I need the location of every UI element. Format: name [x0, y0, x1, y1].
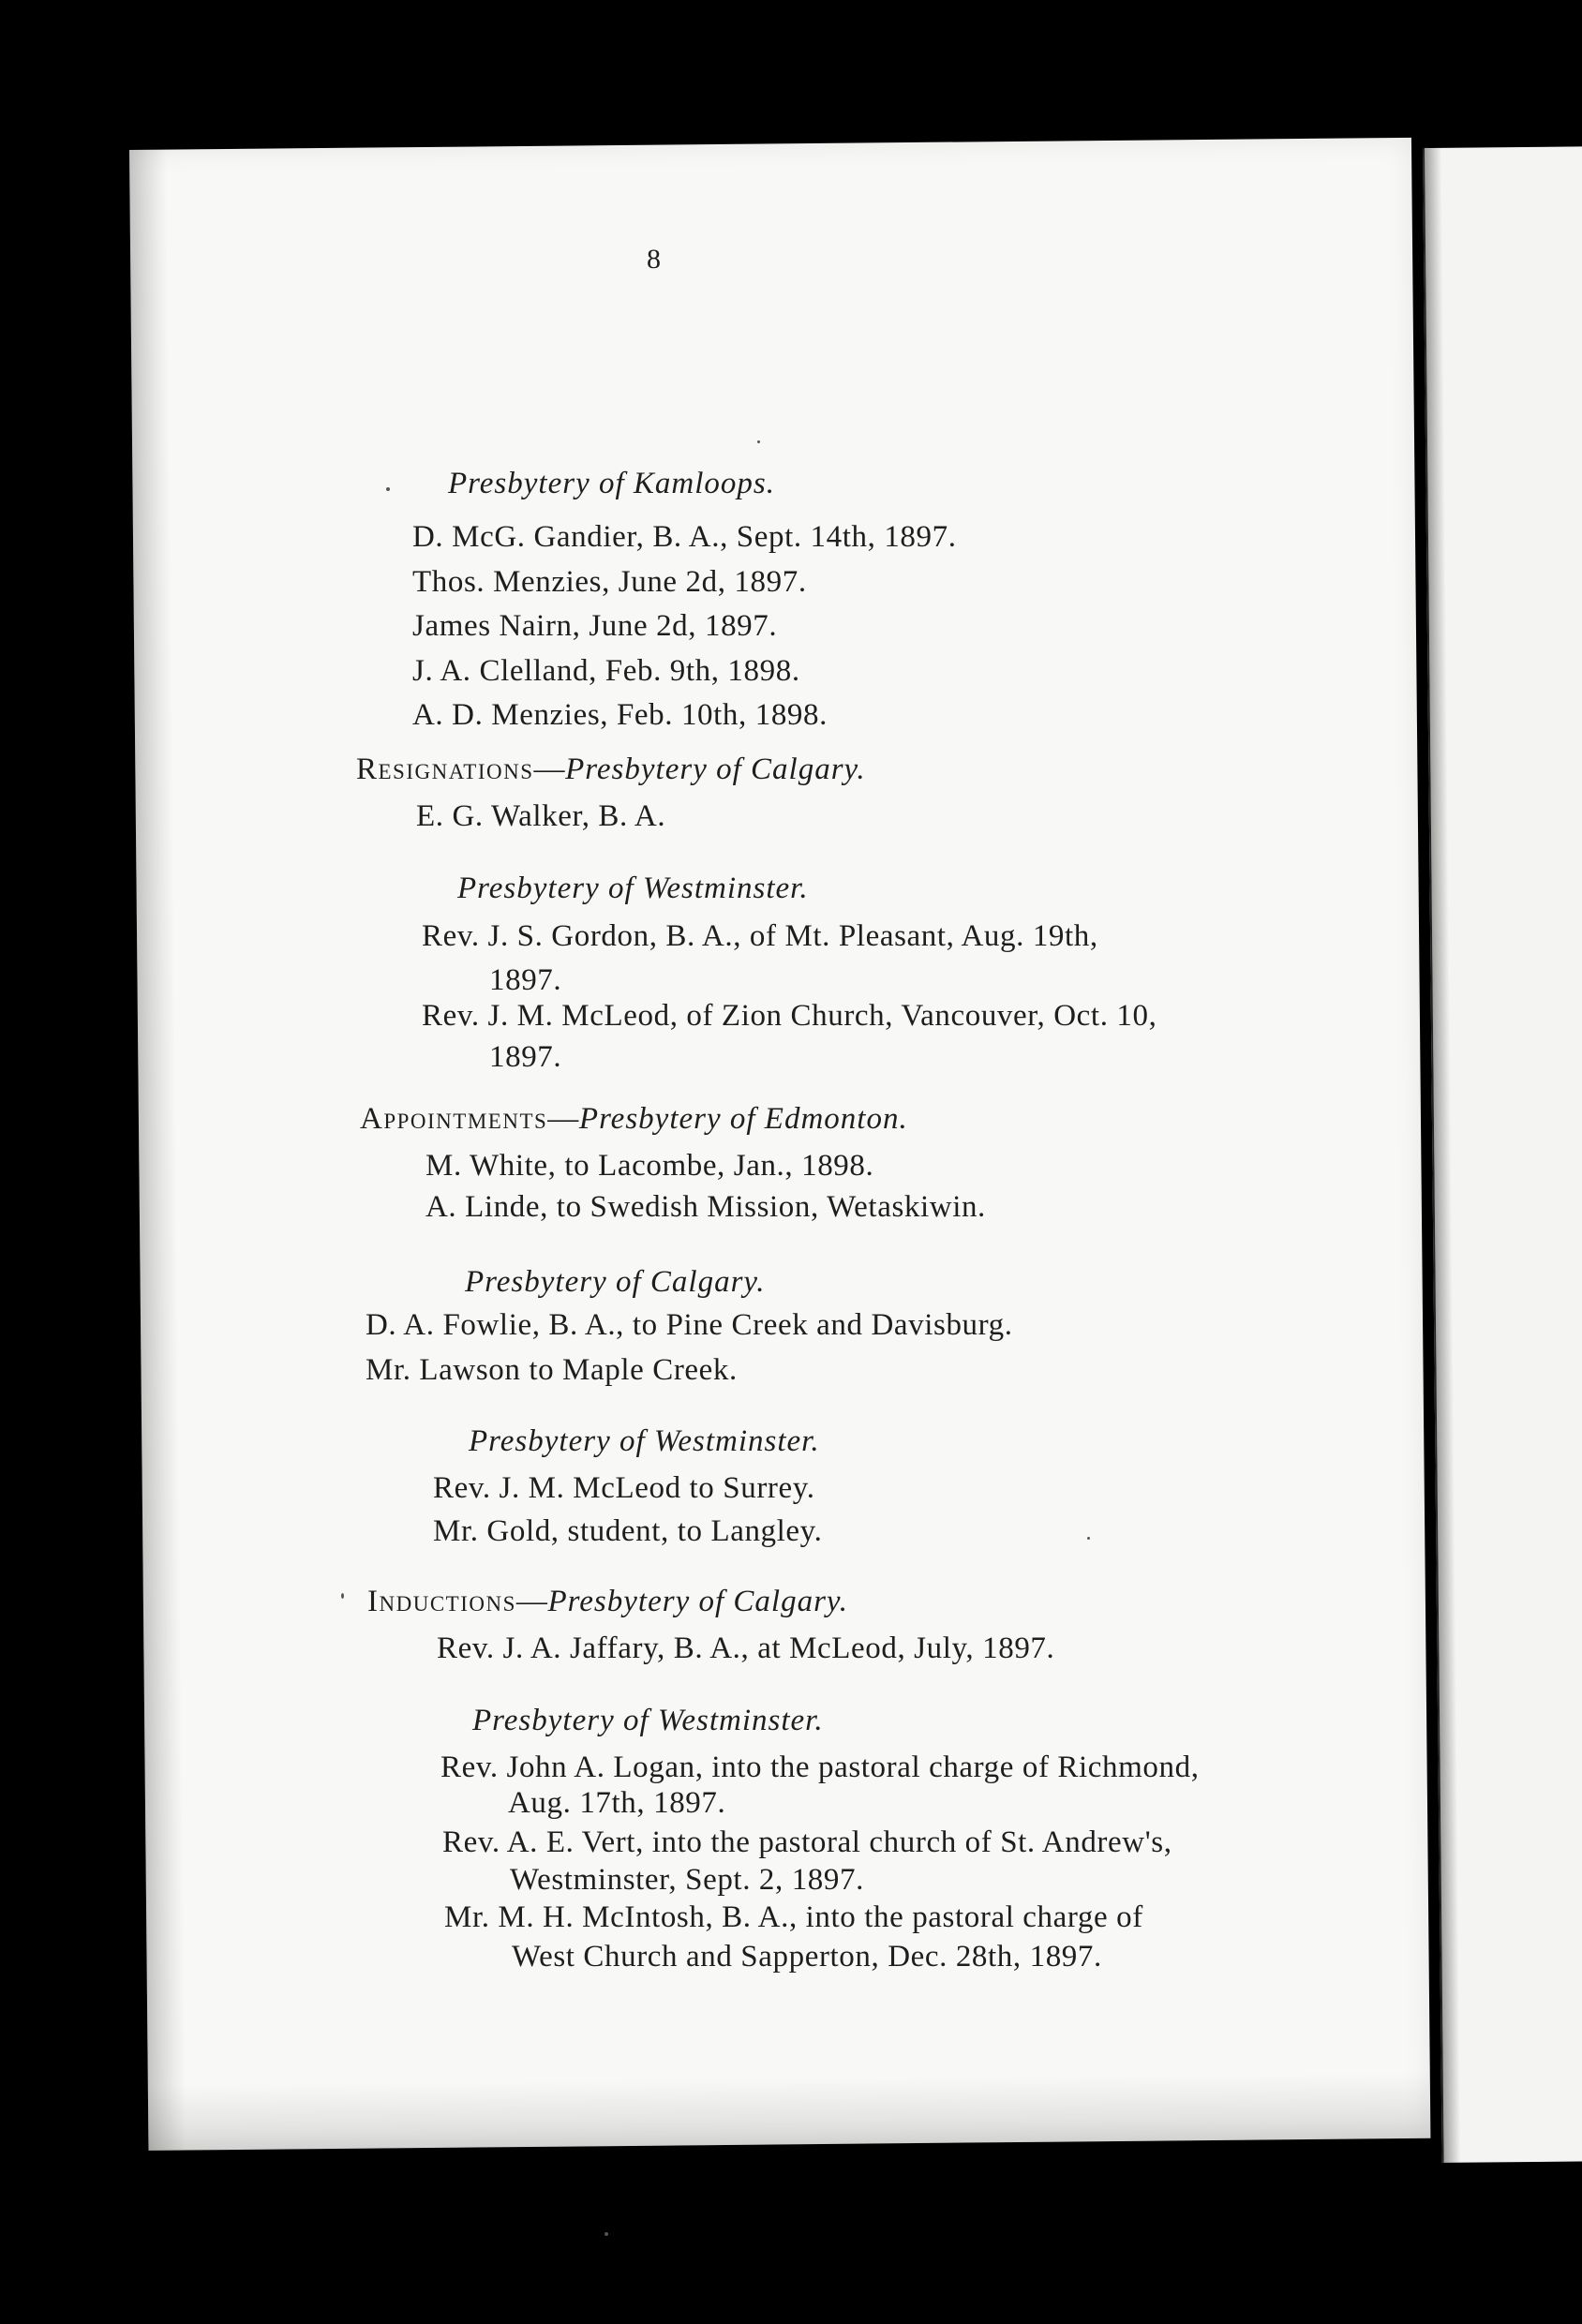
section-title-westminster: Presbytery of Westminster.	[472, 1704, 824, 1737]
section-title: Presbytery of Calgary.	[565, 752, 866, 786]
entry: 1897.	[489, 1040, 562, 1074]
adjacent-page-edge	[1423, 146, 1582, 2163]
entry: J. A. Clelland, Feb. 9th, 1898.	[412, 654, 800, 688]
entry: D. A. Fowlie, B. A., to Pine Creek and Davisburg.	[366, 1308, 1013, 1342]
section-title: Presbytery of Edmonton.	[578, 1102, 908, 1136]
entry: Westminster, Sept. 2, 1897.	[510, 1863, 864, 1897]
entry: M. White, to Lacombe, Jan., 1898.	[425, 1149, 874, 1183]
em-dash: —	[547, 1102, 579, 1136]
heading-prefix: Resignations	[356, 752, 534, 786]
em-dash: —	[533, 752, 566, 786]
entry: Mr. Lawson to Maple Creek.	[366, 1353, 738, 1387]
entry: A. D. Menzies, Feb. 10th, 1898.	[412, 698, 828, 732]
entry: Rev. John A. Logan, into the pastoral charge of Richmond,	[440, 1750, 1200, 1784]
entry: Rev. J. M. McLeod, of Zion Church, Vancouver, Oct. 10,	[422, 999, 1157, 1033]
entry: Mr. M. H. McIntosh, B. A., into the pastoral charge of	[444, 1900, 1143, 1934]
entry: Rev. J. M. McLeod to Surrey.	[433, 1471, 815, 1505]
section-heading-inductions	[367, 1587, 848, 1617]
scan-speck	[386, 487, 390, 491]
section-title-calgary: Presbytery of Calgary.	[465, 1265, 766, 1299]
entry: 1897.	[489, 963, 562, 997]
section-title: Presbytery of Calgary.	[547, 1585, 848, 1618]
section-title-westminster: Presbytery of Westminster.	[457, 872, 809, 905]
heading-prefix: Inductions	[367, 1585, 516, 1618]
scan-speck	[757, 440, 760, 443]
entry: A. Linde, to Swedish Mission, Wetaskiwin.	[425, 1190, 986, 1224]
section-heading-resignations	[356, 754, 866, 785]
heading-prefix: Appointments	[360, 1102, 548, 1136]
page-number: 8	[647, 244, 662, 275]
entry: Mr. Gold, student, to Langley.	[433, 1514, 823, 1548]
entry: Thos. Menzies, June 2d, 1897.	[412, 565, 807, 599]
entry: Rev. A. E. Vert, into the pastoral church of St. Andrew's,	[442, 1825, 1172, 1859]
scan-speck	[1087, 1537, 1090, 1540]
scan-speck	[604, 2232, 608, 2236]
section-title-westminster: Presbytery of Westminster.	[469, 1424, 820, 1458]
section-title-kamloops: Presbytery of Kamloops.	[448, 467, 775, 500]
em-dash: —	[515, 1585, 548, 1618]
section-heading-appointments	[360, 1104, 908, 1135]
entry: D. McG. Gandier, B. A., Sept. 14th, 1897.	[412, 520, 957, 554]
entry: West Church and Sapperton, Dec. 28th, 1897.	[512, 1940, 1102, 1974]
entry: James Nairn, June 2d, 1897.	[412, 609, 778, 643]
entry: Rev. J. S. Gordon, B. A., of Mt. Pleasant, Aug. 19th,	[422, 919, 1098, 953]
entry: E. G. Walker, B. A.	[416, 799, 666, 833]
entry: Aug. 17th, 1897.	[508, 1786, 726, 1820]
scan-speck	[341, 1593, 344, 1599]
entry: Rev. J. A. Jaffary, B. A., at McLeod, July, 1897.	[437, 1631, 1055, 1665]
